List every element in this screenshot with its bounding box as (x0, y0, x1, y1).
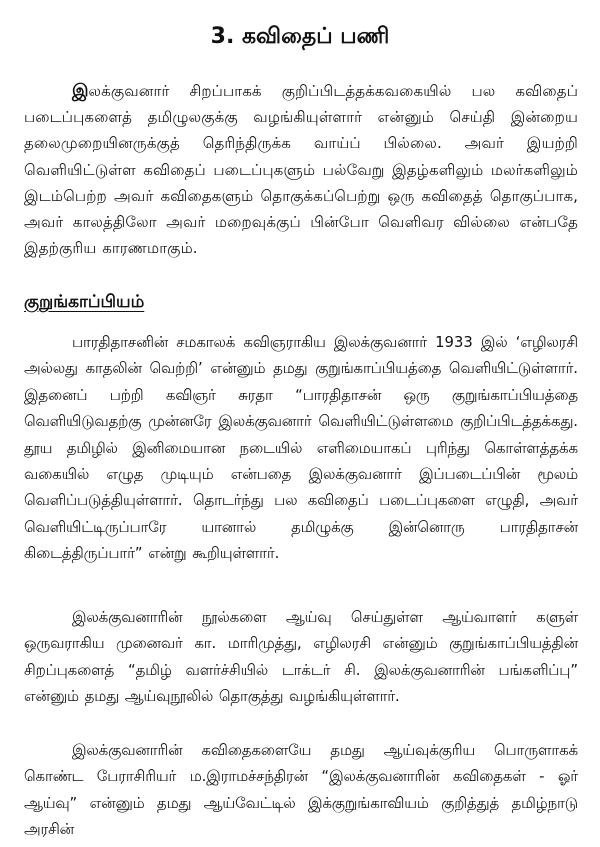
intro-paragraph (24, 78, 578, 261)
chapter-title: 3. கவிதைப் பணி (210, 24, 390, 49)
body-paragraph: இலக்குவனாரின் நூல்களை ஆய்வு செய்துள்ள ஆய்வாளர் களுள் ஒருவராகிய முனைவர் கா. மாரிமுத்து, எழிலரசி என்னும் குறுங்காப்பியத்தின் சிறப்புகளைத் “தமிழ் வளர்ச்சியில் டாக்டர் சி. இலக்குவனாரின் பங்களிப்பு” என்னும் தமது ஆய்வுநூலில் தொகுத்து வழங்கியுள்ளார். (24, 609, 578, 706)
section-heading: குறுங்காப்பியம் (24, 292, 145, 312)
intro-paragraph-text: லக்குவனார் சிறப்பாகக் குறிப்பிடத்தக்கவகையில் பல கவிதைப் படைப்புகளைத் தமிழுலகுக்கு வழங்கியுள்ளார் என்னும் செய்தி இன்றைய தலைமுறையினருக்குத் தெரிந்திருக்க வாய்ப் பில்லை. அவர் இயற்றி வெளியிட்டுள்ள கவிதைப் படைப்புகளும் பல்வேறு இதழ்களிலும் மலர்களிலும் இடம்பெற்ற அவர் கவிதைகளும் தொகுக்கப்பெற்று ஒரு கவிதைத் தொகுப்பாக, அவர் காலத்திலோ அவர் மறைவுக்குப் பின்போ வெளிவர வில்லை என்பதே இதற்குரிய காரணமாகும். (24, 82, 578, 258)
body-paragraph: இலக்குவனாரின் கவிதைகளையே தமது ஆய்வுக்குரிய பொருளாகக் கொண்ட பேராசிரியர் ம.இராமச்சந்திரன் “இலக்குவனாரின் கவிதைகள் - ஓர் ஆய்வு” என்னும் தமது ஆய்வேட்டில் இக்குறுங்காவியம் குறித்துத் தமிழ்நாடு அரசின் (24, 742, 578, 839)
drop-cap-letter: இ (72, 81, 89, 101)
body-paragraph: பாரதிதாசனின் சமகாலக் கவிஞராகிய இலக்குவனார் 1933 இல் ‘எழிலரசி அல்லது காதலின் வெற்றி’ என்னும் தமது குறுங்காப்பியத்தை வெளியிட்டுள்ளார். இதனைப் பற்றி கவிஞர் சுரதா “பாரதிதாசன் ஒரு குறுங்காப்பியத்தை வெளியிடுவதற்கு முன்னரே இலக்குவனார் வெளியிட்டுள்ளமை குறிப்பிடத்தக்கது. தூய தமிழில் இனிமையான நடையில் எளிமையாகப் புரிந்து கொள்ளத்தக்க வகையில் எழுத முடியும் என்பதை இலக்குவனார் இப்படைப்பின் மூலம் வெளிப்படுத்தியுள்ளார். தொடர்ந்து பல கவிதைப் படைப்புகளை எழுதி, அவர் வெளியிட்டிருப்பாரே யானால் தமிழுக்கு இன்னொரு பாரதிதாசன் கிடைத்திருப்பார்” என்று கூறியுள்ளார். (24, 334, 578, 563)
